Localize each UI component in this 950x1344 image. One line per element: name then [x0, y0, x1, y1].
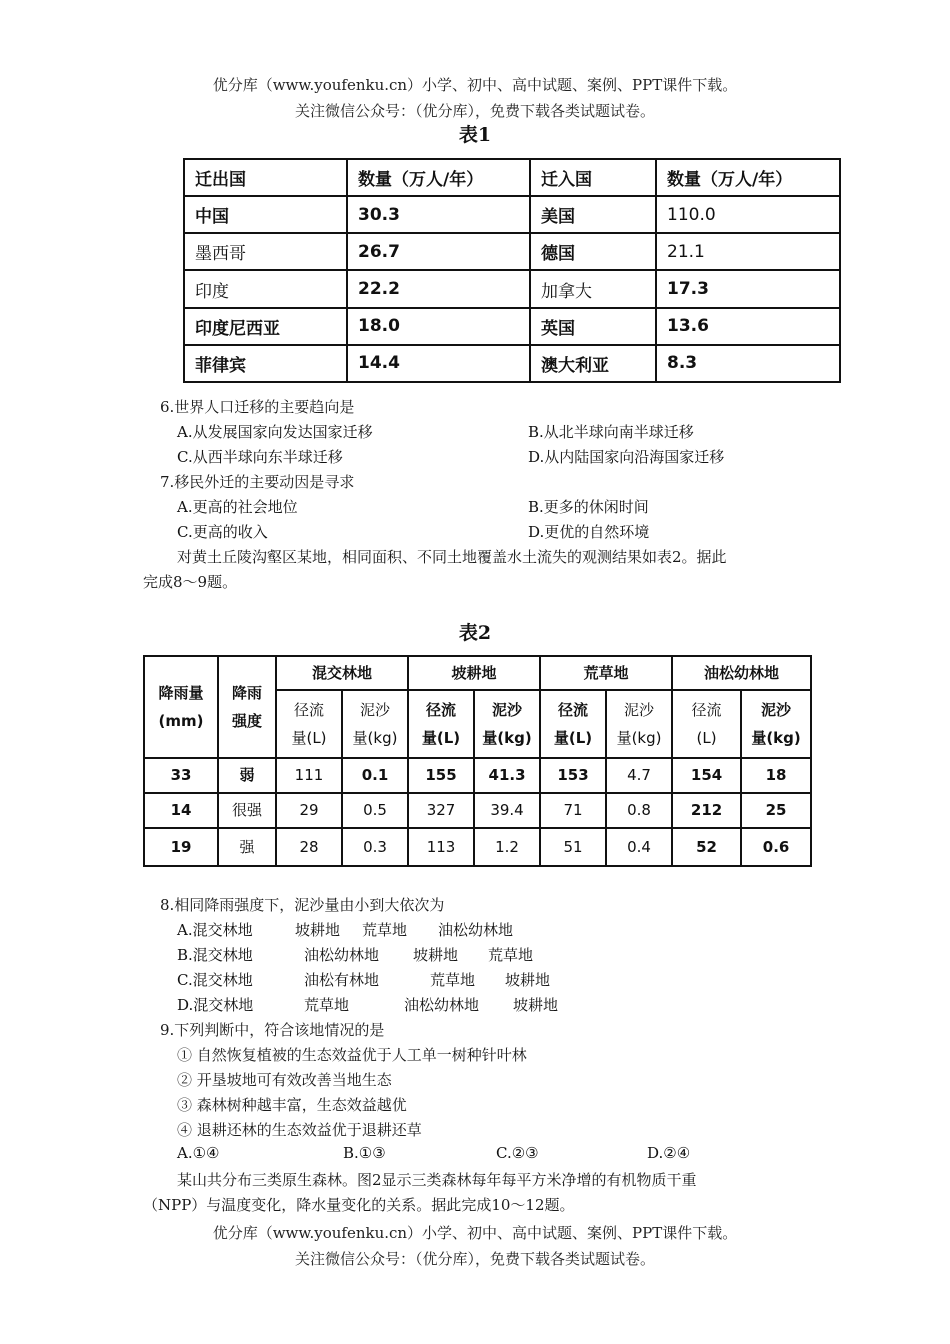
table1-cell: 8.3	[656, 345, 840, 382]
q8-option-b-4: 荒草地	[488, 946, 534, 964]
intro2-line-1: 对黄土丘陵沟壑区某地，相同面积、不同土地覆盖水土流失的观测结果如表2。据此	[177, 548, 727, 566]
table2-cell: 1.2	[474, 828, 540, 866]
table2-cell: 14	[144, 793, 218, 828]
q9-option-b: B.①③	[343, 1144, 386, 1162]
q9-statement-4: ④ 退耕还林的生态效益优于退耕还草	[177, 1121, 422, 1139]
q6-option-d: D.从内陆国家向沿海国家迁移	[528, 448, 725, 466]
q8-option-a-1: A.混交林地	[177, 921, 253, 939]
table2-cell: 0.1	[342, 758, 408, 793]
table2-cell: 强	[218, 828, 276, 866]
table2-cell: 113	[408, 828, 474, 866]
sediment-header-l2: 量(kg)	[751, 729, 801, 747]
table2-cell: 4.7	[606, 758, 672, 793]
q8-option-c-1: C.混交林地	[177, 971, 253, 989]
sediment-header-l2: 量(kg)	[482, 729, 532, 747]
table2-cell: 25	[741, 793, 811, 828]
sediment-header	[606, 690, 672, 758]
table2-cell: 154	[672, 758, 741, 793]
table1-cell: 德国	[530, 233, 656, 270]
q9-stem: 9.下列判断中，符合该地情况的是	[160, 1021, 385, 1039]
table2-cell: 0.8	[606, 793, 672, 828]
q9-option-c: C.②③	[496, 1144, 539, 1162]
table-row	[144, 758, 811, 793]
table2-cell: 155	[408, 758, 474, 793]
runoff-header-l1: 径流	[426, 700, 457, 719]
runoff-header	[672, 690, 741, 758]
table-row	[184, 308, 840, 345]
runoff-header-l1: 径流	[691, 700, 722, 719]
table1-caption: 表1	[458, 124, 492, 146]
q8-option-c-4: 坡耕地	[505, 971, 551, 989]
q7-stem: 7.移民外迁的主要动因是寻求	[160, 473, 355, 491]
group-header-pine-forest: 油松幼林地	[672, 656, 811, 690]
table2-cell: 0.3	[342, 828, 408, 866]
sediment-header-l1: 泥沙	[360, 700, 391, 719]
table2-cell: 28	[276, 828, 342, 866]
table2-cell: 212	[672, 793, 741, 828]
sediment-header	[474, 690, 540, 758]
table2-cell: 19	[144, 828, 218, 866]
table2-cell: 52	[672, 828, 741, 866]
table2-group-row	[144, 656, 811, 690]
table2-cell: 18	[741, 758, 811, 793]
runoff-header-l2: 量(L)	[421, 729, 461, 747]
sediment-header-l1: 泥沙	[624, 700, 655, 719]
table1	[183, 158, 841, 383]
q9-option-a: A.①④	[177, 1144, 220, 1162]
table1-cell: 加拿大	[530, 270, 656, 307]
table1-cell: 17.3	[656, 270, 840, 307]
q8-option-d-4: 坡耕地	[513, 996, 559, 1014]
table1-cell: 印度尼西亚	[184, 308, 347, 345]
group-header-mixed-forest: 混交林地	[276, 656, 408, 690]
table1-cell: 印度	[184, 270, 347, 307]
sediment-header-l1: 泥沙	[761, 700, 792, 719]
runoff-header	[276, 690, 342, 758]
table1-cell: 墨西哥	[184, 233, 347, 270]
q8-option-a-3: 荒草地	[362, 921, 408, 939]
table1-cell: 30.3	[347, 196, 530, 233]
table2-cell: 弱	[218, 758, 276, 793]
sediment-header	[741, 690, 811, 758]
table-row	[184, 270, 840, 307]
runoff-header-l2: 量(L)	[291, 729, 327, 747]
q8-stem: 8.相同降雨强度下，泥沙量由小到大依次为	[160, 896, 445, 914]
q8-option-c-3: 荒草地	[430, 971, 476, 989]
table1-cell: 21.1	[656, 233, 840, 270]
table1-cell: 中国	[184, 196, 347, 233]
q6-stem: 6.世界人口迁移的主要趋向是	[160, 398, 355, 416]
q7-option-c: C.更高的收入	[177, 523, 268, 541]
table1-cell: 美国	[530, 196, 656, 233]
table2-cell: 327	[408, 793, 474, 828]
table2-cell: 33	[144, 758, 218, 793]
table2-cell: 153	[540, 758, 606, 793]
group-header-slope-farmland: 坡耕地	[408, 656, 540, 690]
table2	[143, 655, 812, 867]
sediment-header-l1: 泥沙	[492, 700, 523, 719]
table2-cell: 41.3	[474, 758, 540, 793]
table2-cell: 39.4	[474, 793, 540, 828]
table-row	[184, 233, 840, 270]
table1-header-cell: 数量（万人/年）	[347, 159, 530, 196]
q8-option-b-2: 油松幼林地	[304, 946, 380, 964]
footer-line-2: 关注微信公众号：（优分库），免费下载各类试题试卷。	[294, 1250, 655, 1268]
q8-option-a-2: 坡耕地	[295, 921, 341, 939]
table-row	[144, 828, 811, 866]
runoff-header-l2: (L)	[696, 729, 717, 747]
q7-option-b: B.更多的休闲时间	[528, 498, 649, 516]
runoff-header-l1: 径流	[293, 700, 324, 719]
q9-option-d: D.②④	[647, 1144, 691, 1162]
intensity-header	[218, 656, 276, 758]
table2-cell: 0.4	[606, 828, 672, 866]
q6-option-c: C.从西半球向东半球迁移	[177, 448, 343, 466]
table2-cell: 很强	[218, 793, 276, 828]
table1-cell: 110.0	[656, 196, 840, 233]
table-row	[184, 196, 840, 233]
table2-cell: 51	[540, 828, 606, 866]
q9-statement-2: ② 开垦坡地可有效改善当地生态	[177, 1071, 392, 1089]
intro3-line-1: 某山共分布三类原生森林。图2显示三类森林每年每平方米净增的有机物质干重	[177, 1171, 697, 1189]
sediment-header	[342, 690, 408, 758]
table1-header-row	[184, 159, 840, 196]
q6-option-b: B.从北半球向南半球迁移	[528, 423, 694, 441]
footer-line-1: 优分库（www.youfenku.cn）小学、初中、高中试题、案例、PPT课件下载。	[212, 1224, 738, 1242]
table1-cell: 18.0	[347, 308, 530, 345]
table-row	[144, 793, 811, 828]
table2-caption: 表2	[458, 622, 492, 644]
runoff-header-l1: 径流	[558, 700, 589, 719]
rainfall-header-l1: 降雨量	[158, 683, 204, 702]
intensity-header-l1: 降雨	[231, 683, 262, 702]
runoff-header-l2: 量(L)	[553, 729, 593, 747]
q9-statement-3: ③ 森林树种越丰富，生态效益越优	[177, 1096, 407, 1114]
header-line-1: 优分库（www.youfenku.cn）小学、初中、高中试题、案例、PPT课件下载。	[212, 76, 738, 94]
table1-cell: 13.6	[656, 308, 840, 345]
sediment-header-l2: 量(kg)	[352, 729, 398, 747]
runoff-header	[408, 690, 474, 758]
sediment-header-l2: 量(kg)	[616, 729, 662, 747]
table1-cell: 14.4	[347, 345, 530, 382]
table-row	[184, 345, 840, 382]
q8-option-d-3: 油松幼林地	[404, 996, 480, 1014]
rainfall-header-l2: (mm)	[158, 712, 204, 730]
table2-cell: 71	[540, 793, 606, 828]
q8-option-d-2: 荒草地	[304, 996, 350, 1014]
runoff-header	[540, 690, 606, 758]
table2-cell: 111	[276, 758, 342, 793]
rainfall-header	[144, 656, 218, 758]
table2-cell: 29	[276, 793, 342, 828]
q8-option-c-2: 油松有林地	[304, 971, 380, 989]
q8-option-b-3: 坡耕地	[413, 946, 459, 964]
intensity-header-l2: 强度	[231, 712, 262, 730]
table1-cell: 菲律宾	[184, 345, 347, 382]
table1-header-cell: 数量（万人/年）	[656, 159, 840, 196]
table1-header-cell: 迁入国	[530, 159, 656, 196]
table2-cell: 0.5	[342, 793, 408, 828]
group-header-grassland: 荒草地	[540, 656, 672, 690]
q7-option-a: A.更高的社会地位	[177, 498, 298, 516]
q8-option-b-1: B.混交林地	[177, 946, 253, 964]
q8-option-d-1: D.混交林地	[177, 996, 254, 1014]
table1-cell: 22.2	[347, 270, 530, 307]
q8-option-a-4: 油松幼林地	[438, 921, 514, 939]
q7-option-d: D.更优的自然环境	[528, 523, 650, 541]
table1-header-cell: 迁出国	[184, 159, 347, 196]
header-line-2: 关注微信公众号：（优分库），免费下载各类试题试卷。	[294, 102, 655, 120]
table1-cell: 26.7	[347, 233, 530, 270]
table2-cell: 0.6	[741, 828, 811, 866]
q9-statement-1: ① 自然恢复植被的生态效益优于人工单一树种针叶林	[177, 1046, 527, 1064]
intro2-line-2: 完成8～9题。	[143, 573, 238, 591]
q6-option-a: A.从发展国家向发达国家迁移	[177, 423, 373, 441]
intro3-line-2: （NPP）与温度变化，降水量变化的关系。据此完成10～12题。	[143, 1196, 575, 1214]
table1-cell: 英国	[530, 308, 656, 345]
table1-cell: 澳大利亚	[530, 345, 656, 382]
